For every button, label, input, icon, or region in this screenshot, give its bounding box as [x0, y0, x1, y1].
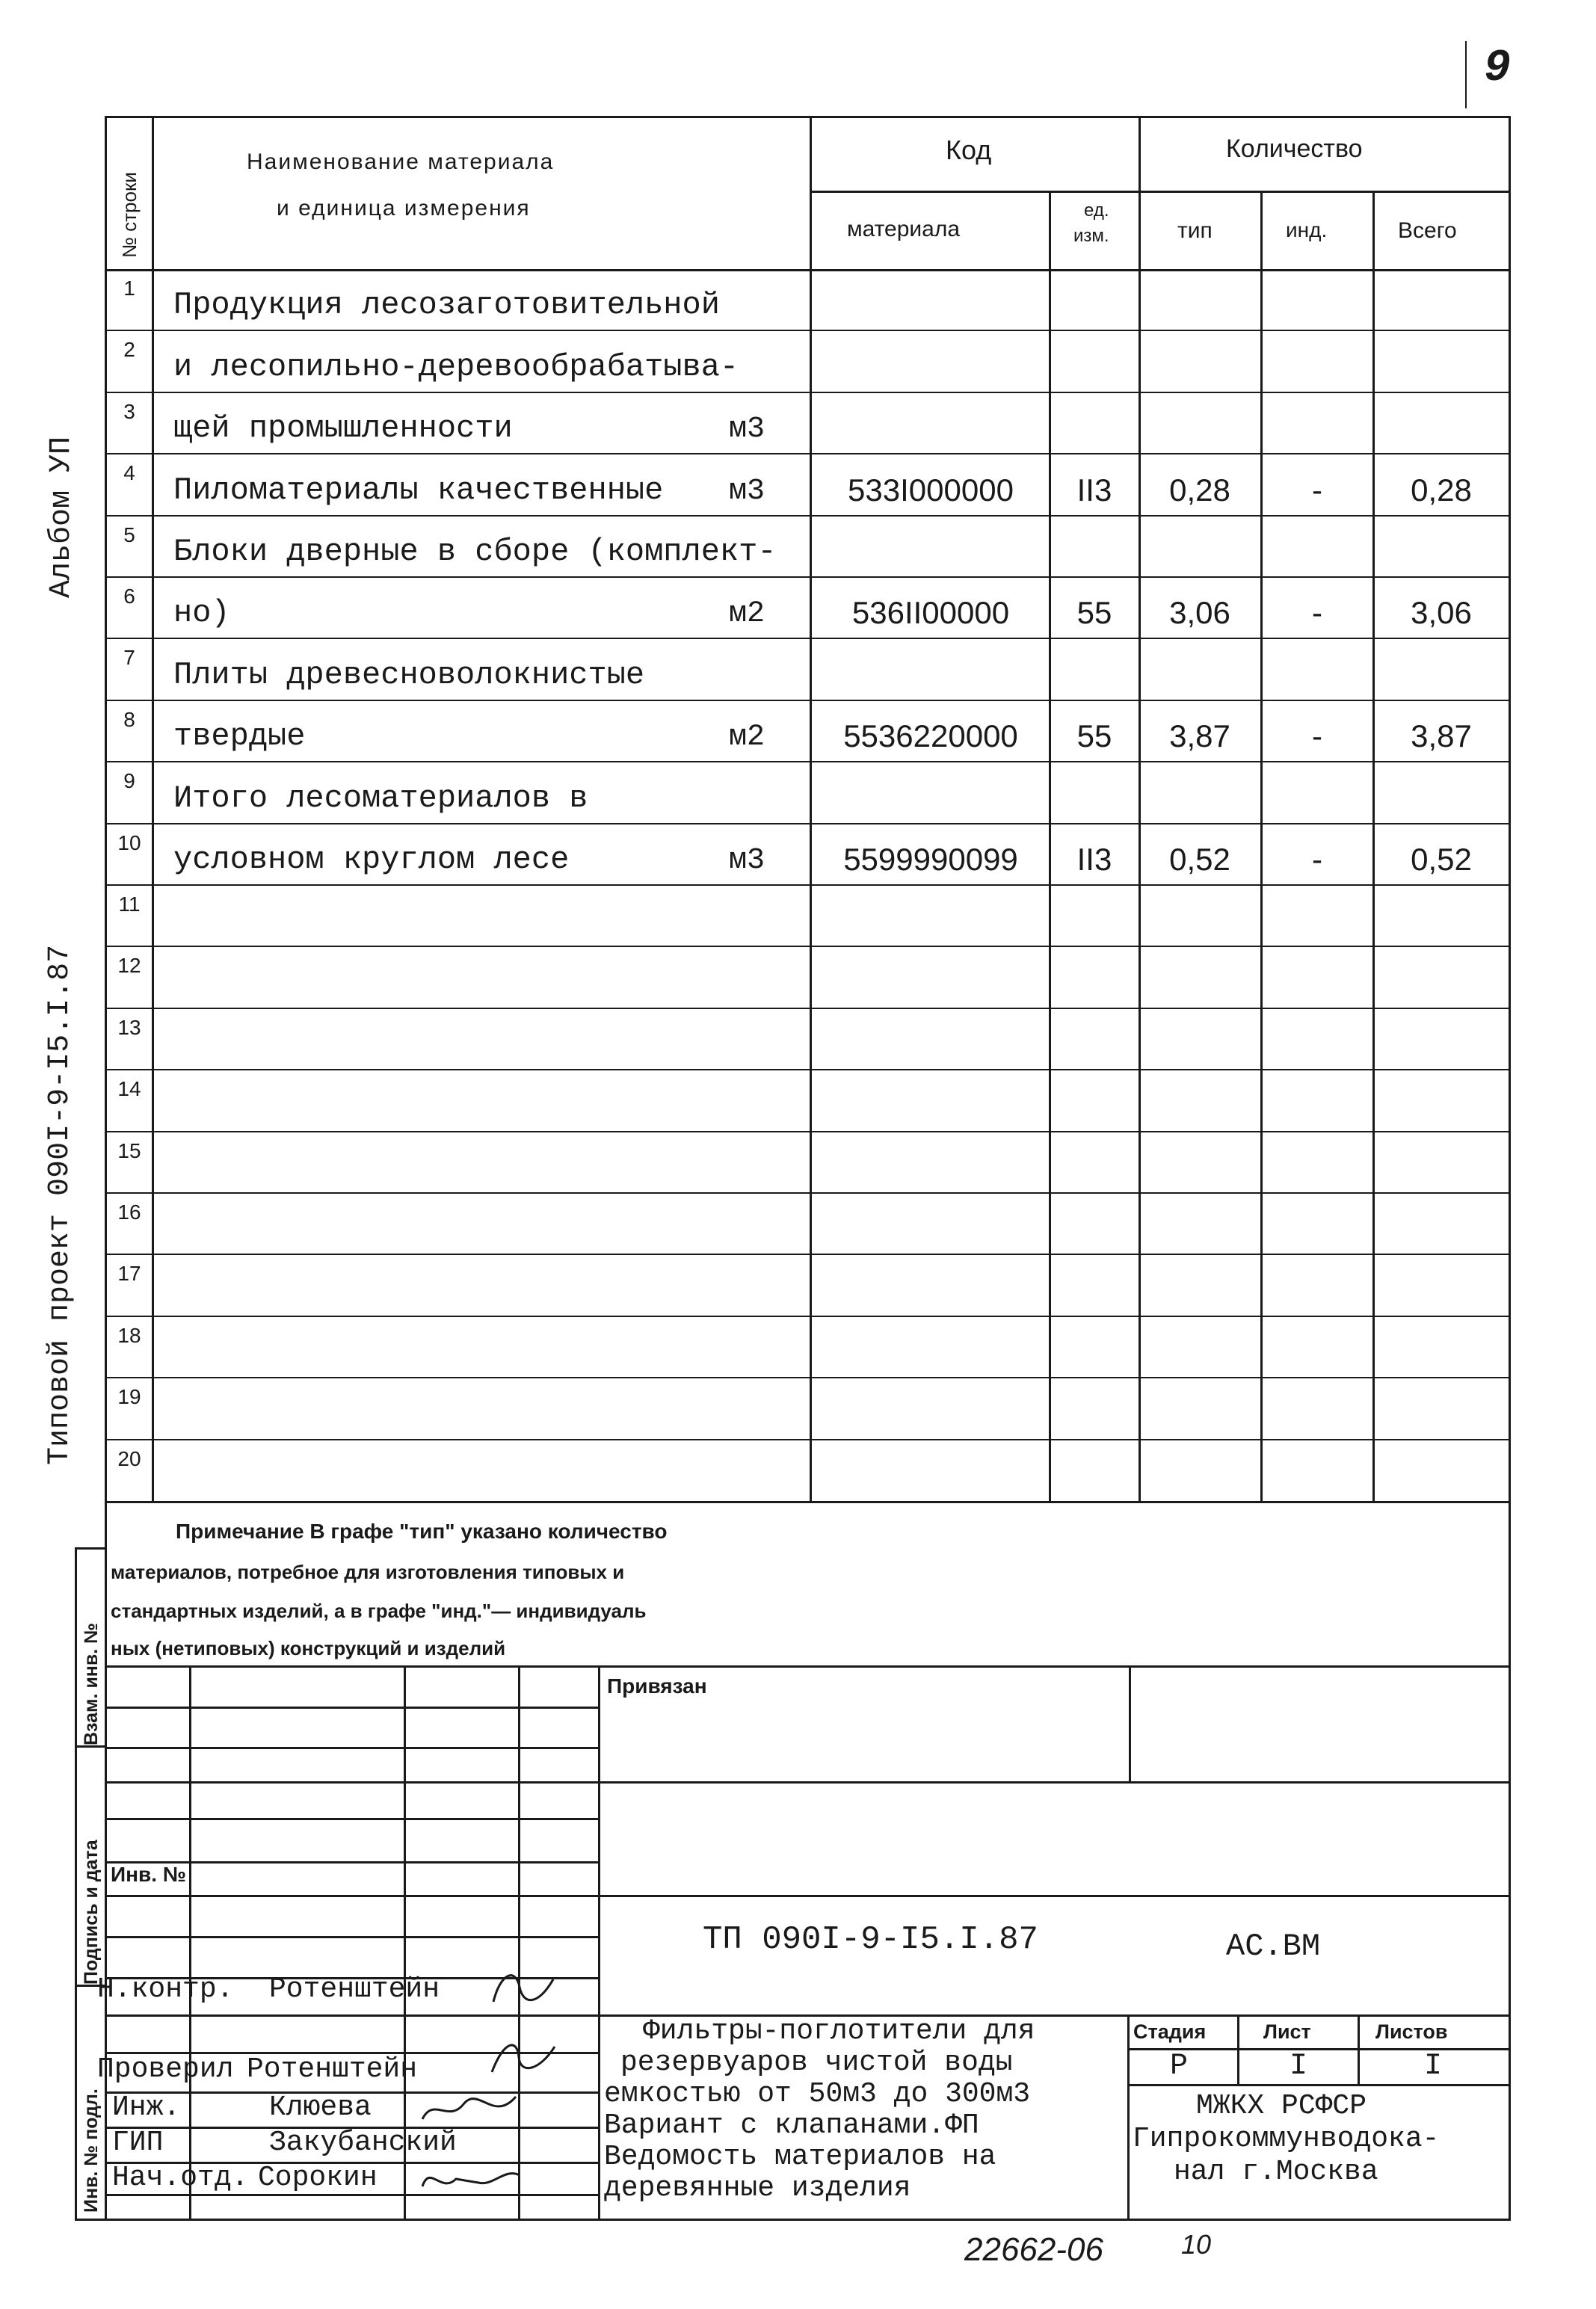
cell-tip	[1140, 765, 1260, 816]
signer-name-1: Ротенштейн	[247, 2053, 418, 2086]
stamp-row-line-2	[105, 1747, 598, 1749]
stage-col-1	[1237, 2014, 1239, 2086]
col-name-divider	[810, 116, 812, 1502]
cell-tip	[1140, 1196, 1260, 1247]
cell-vsego	[1374, 1196, 1509, 1247]
cell-unit: м3	[729, 843, 765, 878]
cell-name	[173, 1319, 771, 1370]
cell-tip	[1140, 1073, 1260, 1123]
cell-unit	[729, 1135, 804, 1186]
cell-name: Пиломатериалы качественные	[173, 472, 664, 508]
row-line	[105, 576, 1511, 578]
cell-ind	[1262, 949, 1372, 1000]
signer-name-2: Клюева	[269, 2091, 372, 2124]
cell-vsego	[1374, 949, 1509, 1000]
cell-vsego	[1374, 1011, 1509, 1062]
cell-n: 15	[117, 1138, 141, 1162]
row-line	[105, 330, 1511, 331]
stamp-inv-no: Инв. №	[111, 1863, 187, 1886]
cell-n: 11	[118, 893, 141, 916]
cell-code	[815, 1443, 1047, 1493]
row-line	[105, 1192, 1511, 1194]
stage-col-2	[1358, 2014, 1360, 2086]
stamp-title-line-4: Вариант с клапанами.ФП	[604, 2109, 979, 2142]
cell-ed	[1050, 641, 1139, 692]
header-ed: ед.	[1084, 200, 1109, 221]
cell-n: 20	[117, 1446, 141, 1470]
note-line-4: ных (нетиповых) конструкций и изделий	[111, 1637, 506, 1659]
cell-unit: м2	[729, 721, 765, 755]
header-name-line2: и единица измерения	[277, 196, 531, 221]
row-line	[105, 638, 1511, 639]
cell-vsego	[1374, 1135, 1509, 1186]
header-izm: изм.	[1073, 226, 1109, 246]
margin-strip-div-1	[75, 1547, 107, 1550]
cell-code: 5599990099	[843, 841, 1018, 877]
cell-ind	[1262, 1443, 1372, 1493]
cell-ed	[1050, 395, 1139, 446]
cell-unit	[729, 1257, 804, 1308]
cell-tip: 0,52	[1169, 841, 1230, 877]
cell-unit	[729, 1443, 804, 1493]
col-num-divider	[152, 116, 154, 1502]
margin-strip-div-2	[75, 1745, 107, 1748]
cell-ed: II3	[1076, 472, 1112, 508]
cell-code	[815, 333, 1047, 384]
table-right-border	[1509, 116, 1511, 2220]
cell-name	[173, 1443, 771, 1493]
cell-name: условном круглом лесе	[173, 841, 570, 878]
cell-unit	[729, 888, 804, 939]
cell-tip	[1140, 1381, 1260, 1431]
cell-unit	[729, 765, 804, 816]
cell-ed	[1050, 1319, 1139, 1370]
sheet-number-border	[1465, 41, 1467, 108]
cell-tip: 0,28	[1169, 472, 1230, 508]
cell-n: 17	[117, 1262, 141, 1286]
cell-tip	[1140, 888, 1260, 939]
cell-ind	[1262, 519, 1372, 570]
cell-ed	[1050, 1011, 1139, 1062]
stamp-title-line-2: резервуаров чистой воды	[620, 2047, 1013, 2079]
cell-unit	[729, 1319, 804, 1370]
cell-name: Блоки дверные в сборе (комплект-	[173, 533, 777, 570]
signer-role-0: Н.контр.	[97, 1973, 234, 2006]
podpis-data-label: Подпись и дата	[81, 1840, 102, 1985]
cell-n: 4	[123, 461, 135, 485]
row-line	[105, 1254, 1511, 1255]
cell-vsego	[1374, 888, 1509, 939]
cell-ed	[1050, 1073, 1139, 1123]
cell-n: 14	[117, 1077, 141, 1101]
signer-role-1: Проверил	[97, 2053, 234, 2086]
signature-sorokin	[419, 2160, 523, 2198]
header-nstroki: № строки	[118, 172, 141, 258]
cell-code: 533I000000	[848, 472, 1014, 508]
cell-ind	[1262, 1073, 1372, 1123]
org-line-3: нал г.Москва	[1174, 2156, 1378, 2188]
cell-name	[173, 949, 771, 1000]
cell-tip	[1140, 1011, 1260, 1062]
stamp-row-line-14	[105, 2194, 598, 2196]
margin-strip-left	[75, 1547, 77, 2220]
margin-strip-div-4	[75, 2219, 107, 2221]
inv-podl-label: Инв. № подл.	[81, 2088, 102, 2213]
cell-vsego	[1374, 641, 1509, 692]
cell-unit	[729, 1196, 804, 1247]
cell-name: щей промышленности	[173, 410, 513, 447]
footer-number: 22662-06	[964, 2231, 1103, 2268]
cell-code	[815, 1381, 1047, 1431]
cell-vsego	[1374, 1257, 1509, 1308]
cell-code: 5536220000	[843, 718, 1018, 754]
cell-ed	[1050, 888, 1139, 939]
cell-unit	[729, 1073, 804, 1123]
cell-unit	[729, 272, 804, 323]
cell-n: 3	[123, 399, 135, 423]
row-line	[105, 453, 1511, 454]
header-vsego: Всего	[1398, 218, 1457, 243]
cell-tip	[1140, 1319, 1260, 1370]
cell-vsego: 0,28	[1411, 472, 1472, 508]
table-top-border	[105, 116, 1511, 118]
stamp-left-divider	[598, 1665, 600, 2220]
stamp-privyazan-right	[1129, 1665, 1131, 1781]
cell-code: 536II00000	[851, 595, 1010, 631]
cell-vsego: 3,87	[1411, 718, 1472, 754]
org-line-2: Гипрокоммунводока-	[1133, 2123, 1440, 2155]
signer-name-4: Сорокин	[258, 2162, 378, 2194]
cell-ed	[1050, 272, 1139, 323]
stamp-privyazan: Привязан	[607, 1674, 707, 1698]
cell-code	[815, 1196, 1047, 1247]
cell-code	[815, 765, 1047, 816]
stamp-row-line-1	[105, 1707, 598, 1709]
header-tip: тип	[1177, 218, 1213, 243]
cell-code	[815, 1073, 1047, 1123]
row-line	[105, 1316, 1511, 1317]
header-kolichestvo: Количество	[1226, 135, 1363, 163]
sheet-number: 9	[1484, 43, 1512, 94]
cell-ind: -	[1312, 472, 1322, 508]
cell-unit	[729, 333, 804, 384]
header-name-line1: Наименование материала	[247, 149, 555, 174]
cell-vsego	[1374, 1073, 1509, 1123]
cell-tip: 3,06	[1169, 595, 1230, 631]
stadiya-label: Стадия	[1133, 2020, 1207, 2043]
cell-ed: 55	[1076, 595, 1112, 631]
cell-n: 7	[123, 646, 135, 670]
stamp-title-line-3: емкостью от 50м3 до 300м3	[604, 2078, 1031, 2110]
cell-code	[815, 1319, 1047, 1370]
project-label: Типовой проект 090I-9-I5.I.87	[43, 944, 77, 1465]
cell-ed	[1050, 765, 1139, 816]
row-line	[105, 1439, 1511, 1440]
cell-code	[815, 1257, 1047, 1308]
row-line	[105, 761, 1511, 762]
listov-label: Листов	[1375, 2020, 1448, 2043]
cell-ed	[1050, 949, 1139, 1000]
row-line	[105, 700, 1511, 701]
cell-tip	[1140, 1443, 1260, 1493]
stamp-row-line-4	[105, 1818, 598, 1820]
header-ind: инд.	[1286, 218, 1328, 241]
stamp-doc-code: ТП 090I-9-I5.I.87	[703, 1921, 1038, 1958]
cell-unit: м3	[729, 413, 765, 447]
note-line-3: стандартных изделий, а в графе "инд."— индивидуаль	[111, 1600, 647, 1622]
cell-name: Итого лесоматериалов в	[173, 780, 588, 816]
signature-klyueva	[419, 2089, 523, 2130]
cell-ed	[1050, 1257, 1139, 1308]
stadiya-value: Р	[1170, 2050, 1189, 2083]
cell-code	[815, 888, 1047, 939]
cell-ind	[1262, 1257, 1372, 1308]
stamp-row-line-7	[105, 1936, 598, 1938]
cell-vsego	[1374, 395, 1509, 446]
cell-tip	[1140, 949, 1260, 1000]
cell-ind	[1262, 272, 1372, 323]
cell-ind	[1262, 641, 1372, 692]
cell-vsego: 0,52	[1411, 841, 1472, 877]
cell-name	[173, 1257, 771, 1308]
signature-rotenshtein-2	[486, 2033, 561, 2078]
stamp-bottom-line	[105, 2219, 1511, 2221]
cell-tip	[1140, 1257, 1260, 1308]
row-line	[105, 823, 1511, 824]
cell-code	[815, 1011, 1047, 1062]
cell-ind	[1262, 1319, 1372, 1370]
row-line	[105, 392, 1511, 393]
cell-n: 12	[117, 954, 141, 978]
stamp-title-line-6: деревянные изделия	[604, 2172, 911, 2204]
cell-name	[173, 1073, 771, 1123]
header-kod: Код	[946, 135, 992, 165]
cell-ed: 55	[1076, 718, 1112, 754]
vzam-inv-label: Взам. инв. №	[81, 1622, 102, 1745]
cell-n: 13	[117, 1015, 141, 1039]
cell-code	[815, 272, 1047, 323]
album-label: Альбом УП	[45, 436, 78, 598]
cell-n: 5	[123, 522, 135, 546]
cell-tip	[1140, 272, 1260, 323]
cell-name: но)	[173, 595, 230, 632]
cell-code	[815, 1135, 1047, 1186]
cell-ind: -	[1312, 718, 1322, 754]
cell-n: 9	[123, 769, 135, 793]
cell-ind	[1262, 1011, 1372, 1062]
signer-role-4: Нач.отд.	[112, 2162, 249, 2194]
note-line-2: материалов, потребное для изготовления типовых и	[111, 1561, 625, 1583]
cell-n: 1	[123, 277, 135, 300]
cell-n: 18	[117, 1323, 141, 1347]
row-line	[105, 515, 1511, 517]
cell-vsego	[1374, 1381, 1509, 1431]
cell-unit	[729, 519, 804, 570]
cell-vsego	[1374, 333, 1509, 384]
cell-unit: м2	[729, 597, 765, 632]
row-line	[105, 1008, 1511, 1009]
cell-n: 19	[117, 1385, 141, 1409]
cell-ind	[1262, 765, 1372, 816]
cell-name	[173, 888, 771, 939]
cell-name: Продукция лесозаготовительной	[173, 287, 720, 324]
cell-name: Плиты древесноволокнистые	[173, 656, 645, 693]
cell-tip	[1140, 333, 1260, 384]
cell-ed	[1050, 519, 1139, 570]
cell-ind: -	[1312, 841, 1322, 877]
row-line	[105, 1377, 1511, 1378]
signer-role-2: Инж.	[112, 2091, 181, 2124]
cell-code	[815, 641, 1047, 692]
cell-tip: 3,87	[1169, 718, 1230, 754]
cell-unit	[729, 1011, 804, 1062]
cell-name	[173, 1011, 771, 1062]
footer-page: 10	[1181, 2229, 1212, 2260]
cell-vsego	[1374, 1443, 1509, 1493]
cell-tip	[1140, 1135, 1260, 1186]
cell-ind	[1262, 1381, 1372, 1431]
row-line	[105, 1069, 1511, 1070]
cell-ed: II3	[1076, 841, 1112, 877]
cell-code	[815, 395, 1047, 446]
stamp-title-right	[1127, 2014, 1130, 2220]
header-mid-line	[810, 191, 1511, 193]
cell-tip	[1140, 519, 1260, 570]
org-line-1: МЖКХ РСФСР	[1196, 2090, 1367, 2122]
cell-name	[173, 1135, 771, 1186]
cell-ind	[1262, 395, 1372, 446]
signer-role-3: ГИП	[112, 2127, 164, 2159]
cell-name	[173, 1196, 771, 1247]
row-line	[105, 884, 1511, 886]
cell-unit	[729, 641, 804, 692]
cell-n: 8	[123, 707, 135, 731]
cell-n: 6	[123, 585, 135, 608]
cell-name	[173, 1381, 771, 1431]
cell-vsego: 3,06	[1411, 595, 1472, 631]
cell-n: 16	[117, 1200, 141, 1224]
stamp-title-line-5: Ведомость материалов на	[604, 2141, 996, 2173]
cell-ind: -	[1312, 595, 1322, 631]
cell-ed	[1050, 1443, 1139, 1493]
stamp-mark: АС.ВМ	[1226, 1929, 1321, 1964]
list-label: Лист	[1263, 2020, 1311, 2043]
cell-ind	[1262, 1196, 1372, 1247]
stamp-title-line-1: Фильтры-поглотители для	[643, 2015, 1035, 2047]
cell-tip	[1140, 641, 1260, 692]
row-line	[105, 946, 1511, 947]
list-value: I	[1290, 2050, 1308, 2083]
cell-tip	[1140, 395, 1260, 446]
table-body-bottom	[105, 1501, 1511, 1503]
cell-ed	[1050, 333, 1139, 384]
stamp-row-line-3	[105, 1781, 1511, 1784]
cell-ed	[1050, 1135, 1139, 1186]
header-bottom-line	[105, 269, 1511, 271]
cell-vsego	[1374, 765, 1509, 816]
cell-vsego	[1374, 272, 1509, 323]
cell-ed	[1050, 1196, 1139, 1247]
stamp-top-line	[105, 1665, 1511, 1668]
cell-name: твердые	[173, 718, 306, 755]
cell-n: 10	[117, 830, 141, 854]
cell-vsego	[1374, 519, 1509, 570]
signer-name-3: Закубанский	[269, 2127, 457, 2159]
header-kod-materiala: материала	[847, 217, 961, 241]
stamp-row-line-6	[105, 1895, 1511, 1897]
cell-ind	[1262, 1135, 1372, 1186]
cell-ed	[1050, 1381, 1139, 1431]
stage-values-line	[1127, 2084, 1511, 2086]
cell-vsego	[1374, 1319, 1509, 1370]
signature-rotenshtein-1	[486, 1964, 561, 2009]
cell-code	[815, 949, 1047, 1000]
cell-unit: м3	[729, 474, 765, 508]
cell-ind	[1262, 888, 1372, 939]
cell-ind	[1262, 333, 1372, 384]
cell-n: 2	[123, 338, 135, 362]
cell-unit	[729, 1381, 804, 1431]
cell-unit	[729, 949, 804, 1000]
row-line	[105, 1131, 1511, 1132]
note-line-1: Примечание В графе "тип" указано количество	[176, 1520, 668, 1543]
cell-code	[815, 519, 1047, 570]
signer-name-0: Ротенштейн	[269, 1973, 440, 2006]
listov-value: I	[1424, 2050, 1443, 2083]
cell-name: и лесопильно-деревообрабатыва-	[173, 348, 739, 385]
